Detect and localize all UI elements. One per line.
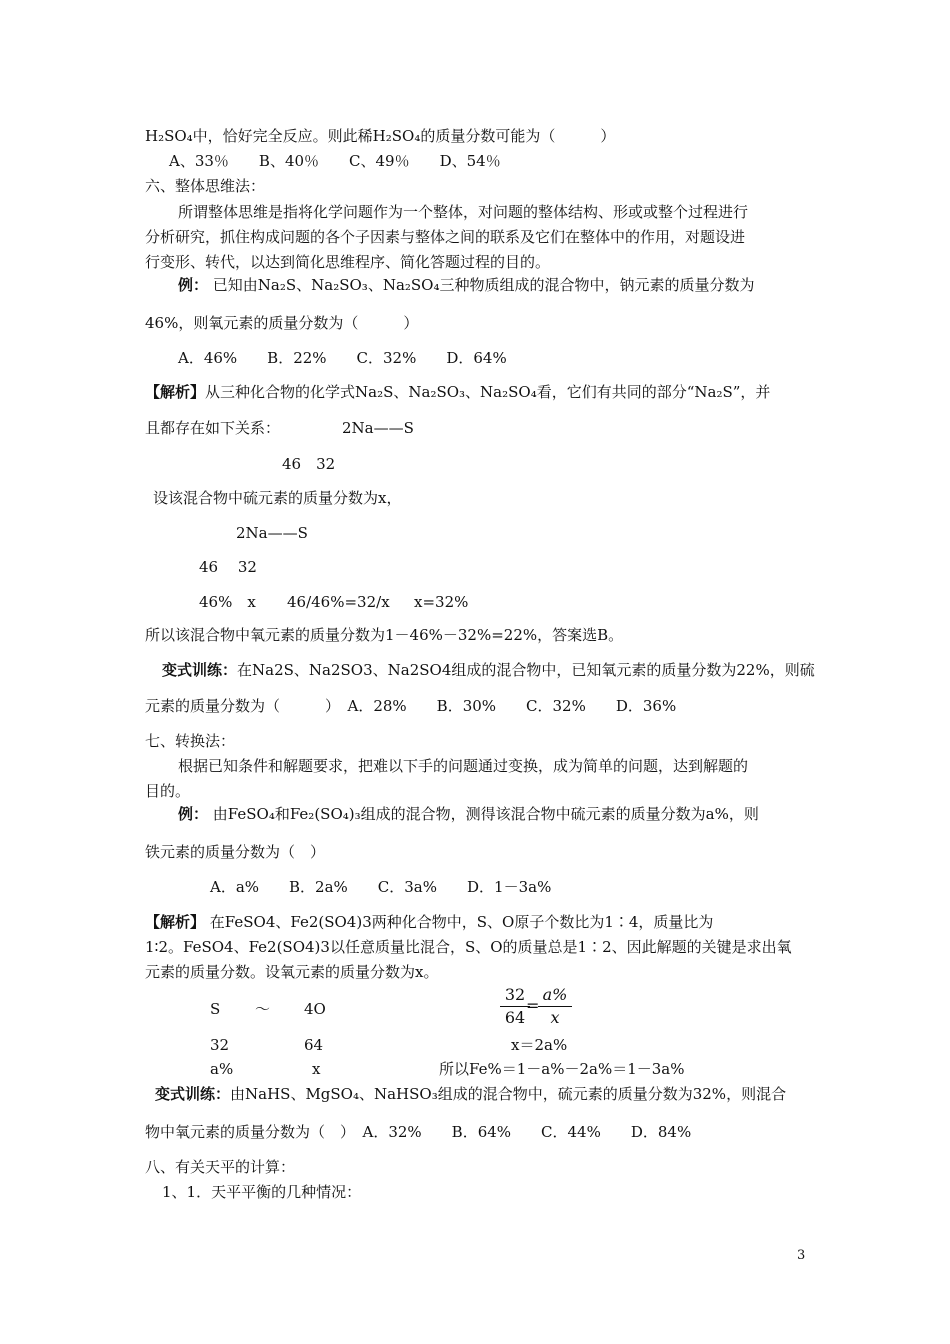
analysis-line xyxy=(145,912,713,932)
relation-values: 64 xyxy=(304,1036,324,1054)
relation-values: 46 32 xyxy=(199,558,257,576)
relation-values: 46 32 xyxy=(282,455,336,473)
exercise-options: 元素的质量分数为（ ） A．28% B．30% C．32% D．36% xyxy=(145,697,677,715)
example-text: 已知由Na₂S、Na₂SO₃、Na₂SO₄三种物质组成的混合物中，钠元素的质量分数为 xyxy=(212,276,755,294)
section-heading: 六、整体思维法： xyxy=(145,177,266,195)
relation-values: 46% x xyxy=(199,593,256,611)
conclusion-line: 所以该混合物中氧元素的质量分数为1－46%－32%=22%，答案选B。 xyxy=(145,626,624,644)
exercise-options: 物中氧元素的质量分数为（ ） A．32% B．64% C．44% D．84% xyxy=(145,1123,692,1141)
paragraph-line: 行变形、转代，以达到简化思维程序、简化答题过程的目的。 xyxy=(145,253,551,271)
paragraph-line: 根据已知条件和解题要求，把难以下手的问题通过变换，成为简单的问题，达到解题的 xyxy=(178,757,749,775)
relation-line: 2Na——S xyxy=(236,524,308,542)
relation-values: 32 xyxy=(210,1036,230,1054)
relation-line: 2Na——S xyxy=(342,419,414,437)
exercise-line xyxy=(162,660,815,680)
paragraph-line: 所谓整体思维是指将化学问题作为一个整体，对问题的整体结构、形或或整个过程进行 xyxy=(178,203,749,221)
section-heading: 八、有关天平的计算： xyxy=(145,1158,296,1176)
analysis-label: 【解析】 xyxy=(145,383,206,401)
analysis-label: 【解析】 xyxy=(145,913,206,931)
relation-values: x xyxy=(312,1060,321,1078)
paragraph-line: 元素的质量分数。设氧元素的质量分数为x。 xyxy=(145,963,439,981)
analysis-text: 从三种化合物的化学式Na₂S、Na₂SO₃、Na₂SO₄看，它们有共同的部分“Na₂S”，并 xyxy=(205,383,771,401)
exercise-text: 在Na2S、Na2SO3、Na2SO4组成的混合物中，已知氧元素的质量分数为22%，则硫 xyxy=(237,661,815,679)
relation-symbol: 4O xyxy=(304,1000,326,1018)
fraction-denominator: x xyxy=(550,1008,560,1027)
answer-options: A．a% B．2a% C．3a% D．1－3a% xyxy=(210,878,552,896)
analysis-text: 在FeSO4、Fe2(SO4)3两种化合物中，S、O原子个数比为1∶4，质量比为 xyxy=(209,913,714,931)
relation-symbol: S xyxy=(210,1000,221,1018)
sub-heading: 1、1．天平平衡的几种情况： xyxy=(162,1183,362,1201)
exercise-text: 由NaHS、MgSO₄、NaHSO₃组成的混合物中，硫元素的质量分数为32%，则混合 xyxy=(230,1085,787,1103)
fraction-denominator: 64 xyxy=(504,1008,526,1027)
analysis-line xyxy=(145,382,770,402)
example-text: 由FeSO₄和Fe₂(SO₄)₃组成的混合物，测得该混合物中硫元素的质量分数为a%，则 xyxy=(212,805,759,823)
answer-options: A、33％ B、40％ C、49％ D、54％ xyxy=(169,152,501,170)
text-line: 设该混合物中硫元素的质量分数为x， xyxy=(153,489,402,507)
example-label: 例： xyxy=(178,276,209,294)
fraction-numerator: 32 xyxy=(504,985,526,1004)
fraction-right xyxy=(538,984,572,1029)
section-heading: 七、转换法： xyxy=(145,732,236,750)
text-line: H₂SO₄中，恰好完全反应。则此稀H₂SO₄的质量分数可能为（ ） xyxy=(145,127,616,145)
calculation-result: x=32% xyxy=(414,593,469,611)
text-line: 铁元素的质量分数为（ ） xyxy=(145,843,326,861)
exercise-label: 变式训练： xyxy=(162,661,238,679)
example-line xyxy=(178,804,759,824)
example-line xyxy=(178,275,755,295)
conclusion-line: 所以Fe%＝1－a%－2a%＝1－3a% xyxy=(439,1060,685,1078)
relation-values: a% xyxy=(210,1060,234,1078)
fraction-numerator: a% xyxy=(542,985,568,1004)
paragraph-line: 1∶2。FeSO4、Fe2(SO4)3以任意质量比混合，S、O的质量总是1∶2、因此解题的关键是求出氧 xyxy=(145,938,792,956)
exercise-line xyxy=(155,1084,786,1104)
page-number: 3 xyxy=(797,1248,806,1263)
text-line: 且都存在如下关系： xyxy=(145,419,281,437)
equals-sign: = xyxy=(526,996,540,1015)
relation-symbol: ～ xyxy=(255,1000,271,1018)
calculation-result: x＝2a% xyxy=(511,1036,568,1054)
paragraph-line: 分析研究，抓住构成问题的各个子因素与整体之间的联系及它们在整体中的作用，对题设进 xyxy=(145,228,746,246)
example-label: 例： xyxy=(178,805,209,823)
exercise-label: 变式训练： xyxy=(155,1085,231,1103)
text-line: 46%，则氧元素的质量分数为（ ） xyxy=(145,314,419,332)
answer-options: A．46% B．22% C．32% D．64% xyxy=(178,349,507,367)
paragraph-line: 目的。 xyxy=(145,782,191,800)
calculation: 46/46%=32/x xyxy=(287,593,390,611)
